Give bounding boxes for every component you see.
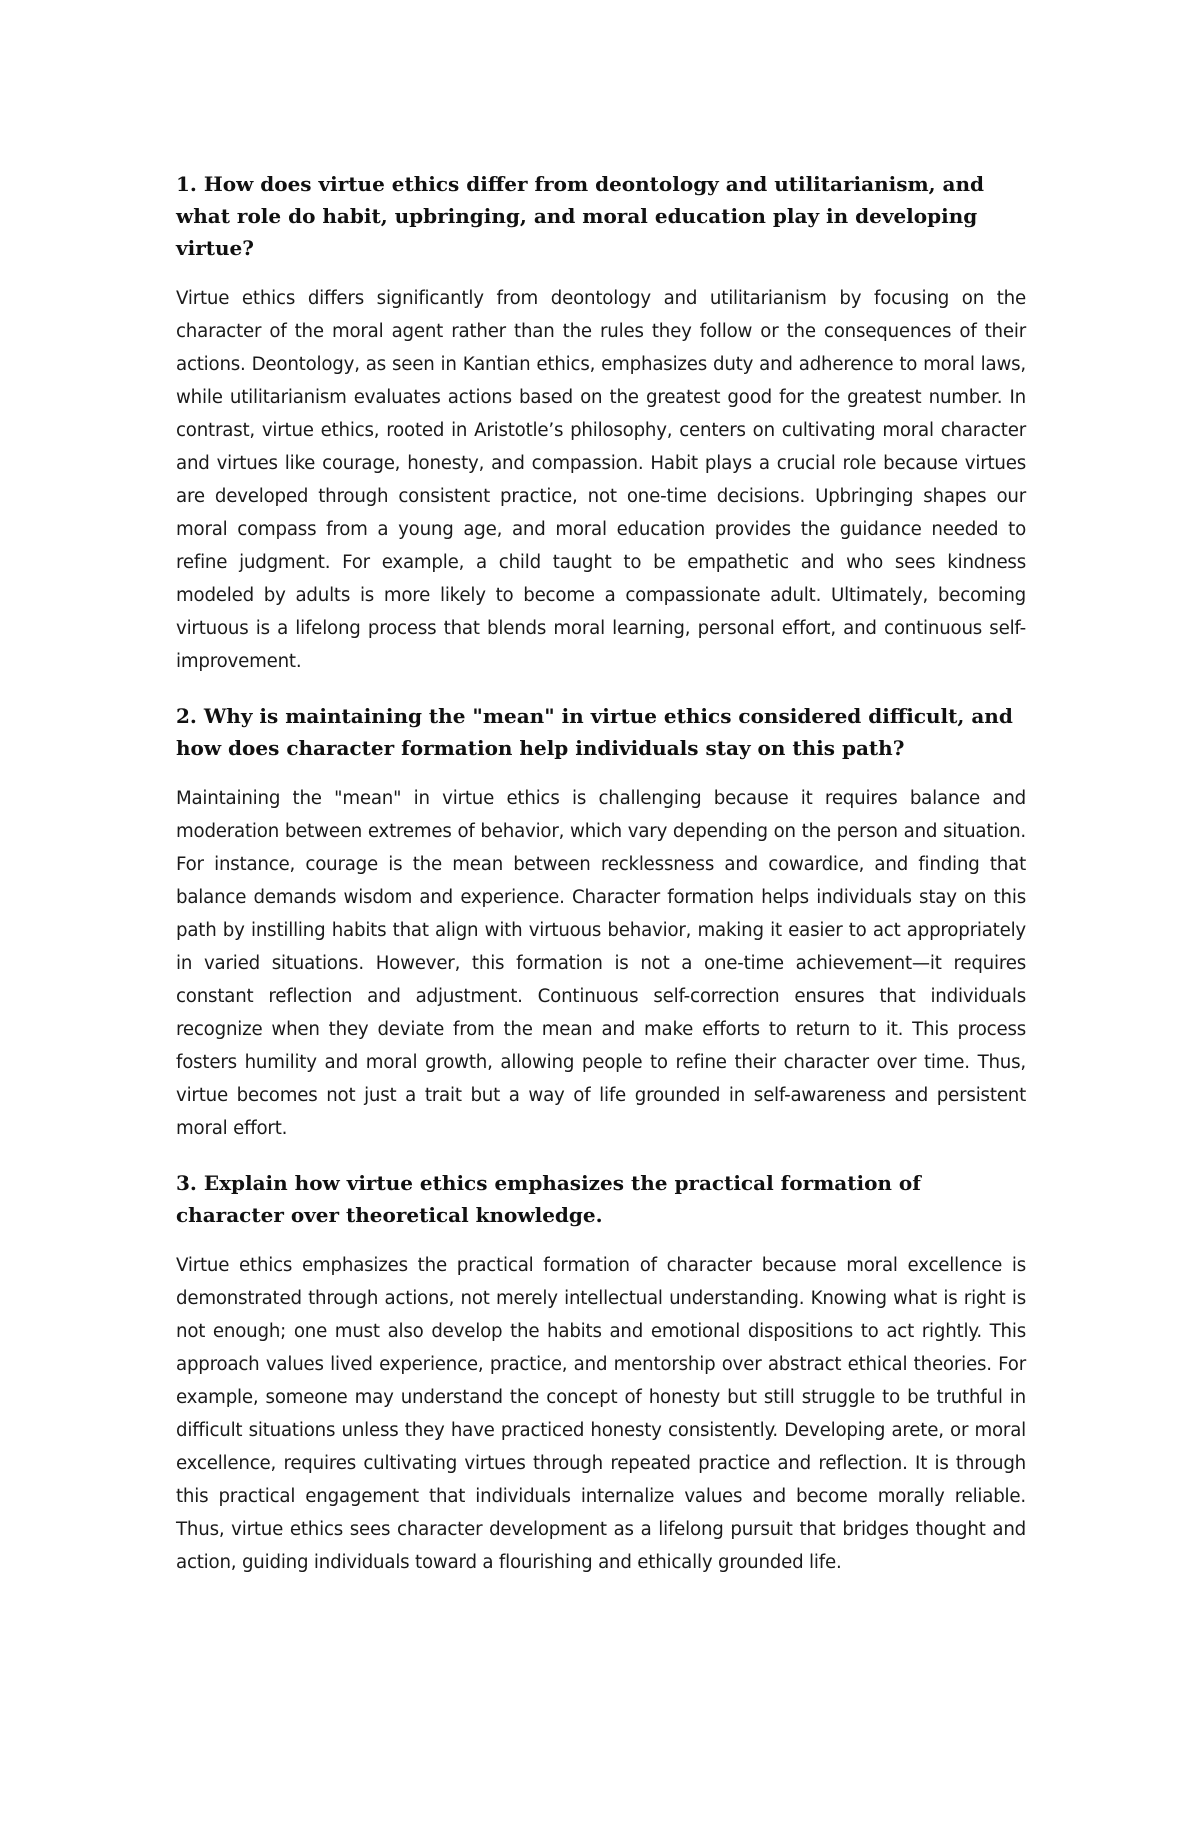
- qa-section-3: [176, 1167, 1026, 1579]
- question-1-heading: 1. How does virtue ethics differ from deontology and utilitarianism, and what role do habit, upbringing, and moral education play in developing virtue?: [176, 172, 985, 260]
- qa-section-2: [176, 700, 1026, 1145]
- answer-1-paragraph: Virtue ethics differs significantly from deontology and utilitarianism by focusing on the character of the moral agent rather than the rules they follow or the consequences of their actions. Deontology, as seen in Kantian ethics, emphasizes duty and adherence to moral laws, while utilitarianism evaluates actions based on the greatest good for the greatest number. In contrast, virtue ethics, rooted in Aristotle’s philosophy, centers on cultivating moral character and virtues like courage, honesty, and compassion. Habit plays a crucial role because virtues are developed through consistent practice, not one-time decisions. Upbringing shapes our moral compass from a young age, and moral education provides the guidance needed to refine judgment. For example, a child taught to be empathetic and who sees kindness modeled by adults is more likely to become a compassionate adult. Ultimately, becoming virtuous is a lifelong process that blends moral learning, personal effort, and continuous self-improvement.: [176, 288, 1026, 672]
- question-3-heading: 3. Explain how virtue ethics emphasizes the practical formation of character over theoretical knowledge.: [176, 1171, 921, 1227]
- answer-3-paragraph: Virtue ethics emphasizes the practical formation of character because moral excellence is demonstrated through actions, not merely intellectual understanding. Knowing what is right is not enough; one must also develop the habits and emotional dispositions to act rightly. This approach values lived experience, practice, and mentorship over abstract ethical theories. For example, someone may understand the concept of honesty but still struggle to be truthful in difficult situations unless they have practiced honesty consistently. Developing arete, or moral excellence, requires cultivating virtues through repeated practice and reflection. It is through this practical engagement that individuals internalize values and become morally reliable. Thus, virtue ethics sees character development as a lifelong pursuit that bridges thought and action, guiding individuals toward a flourishing and ethically grounded life.: [176, 1255, 1026, 1573]
- answer-2-paragraph: Maintaining the "mean" in virtue ethics is challenging because it requires balance and moderation between extremes of behavior, which vary depending on the person and situation. For instance, courage is the mean between recklessness and cowardice, and finding that balance demands wisdom and experience. Character formation helps individuals stay on this path by instilling habits that align with virtuous behavior, making it easier to act appropriately in varied situations. However, this formation is not a one-time achievement—it requires constant reflection and adjustment. Continuous self-correction ensures that individuals recognize when they deviate from the mean and make efforts to return to it. This process fosters humility and moral growth, allowing people to refine their character over time. Thus, virtue becomes not just a trait but a way of life grounded in self-awareness and persistent moral effort.: [176, 788, 1026, 1139]
- qa-section-1: [176, 168, 1026, 678]
- question-2-heading: 2. Why is maintaining the "mean" in virtue ethics considered difficult, and how does character formation help individuals stay on this path?: [176, 704, 1013, 760]
- document-body: [176, 168, 1026, 1601]
